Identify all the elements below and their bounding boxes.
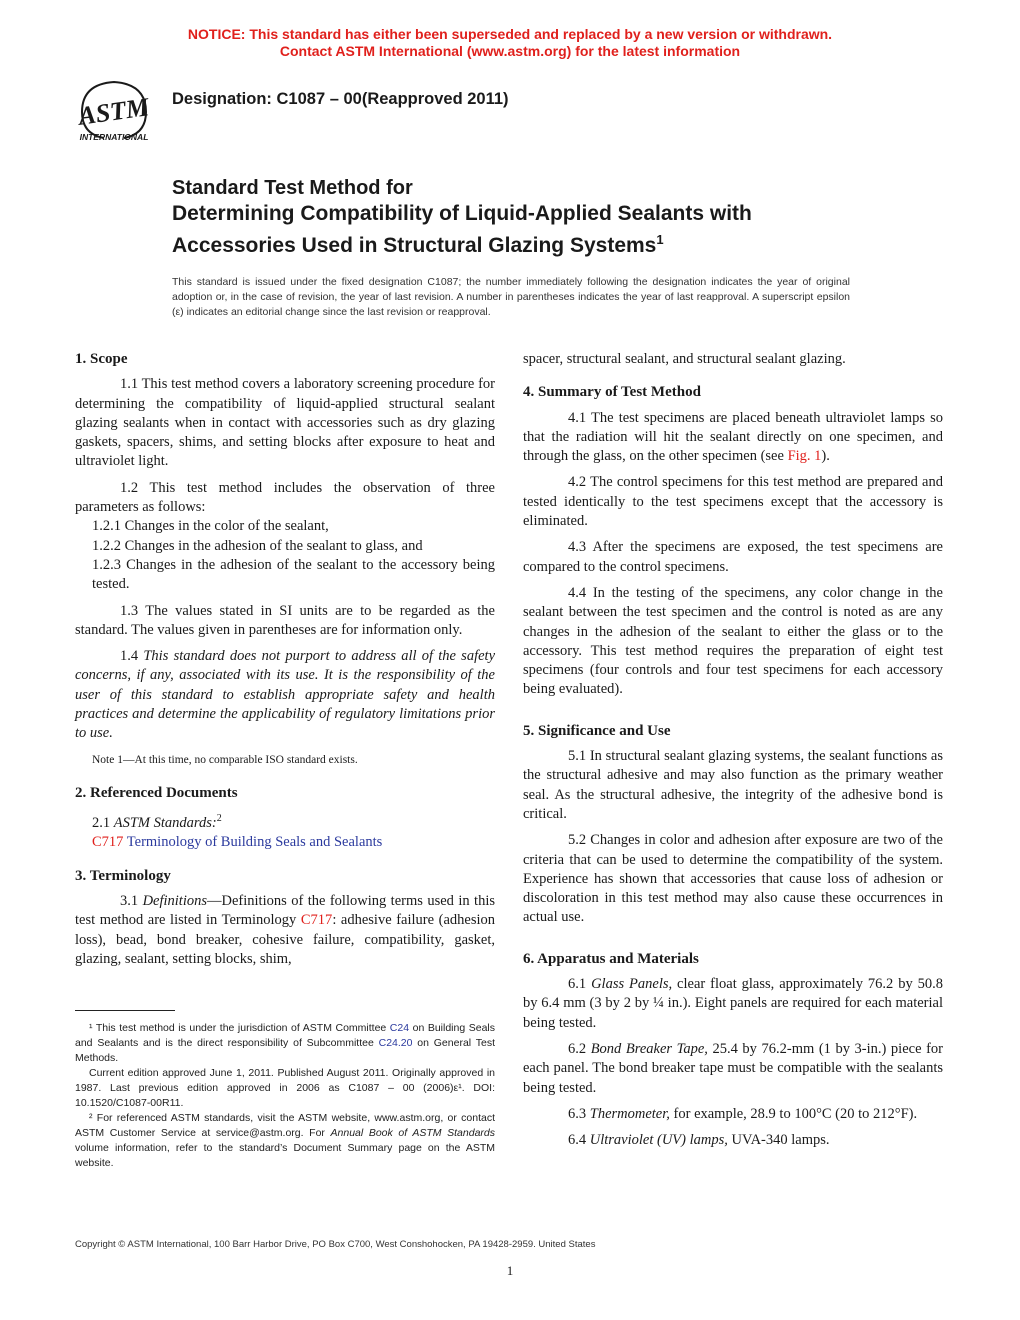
para-5-2: 5.2 Changes in color and adhesion after exposure are two of the criteria that can be used to determine the compatibility of the system. Experience has shown that accessories that cause loss of adhesion or discoloration in this test method may also cause these occurrences in actual use. bbox=[523, 832, 943, 926]
section-6-heading: 6. Apparatus and Materials bbox=[523, 950, 699, 967]
fn2-italic: Annual Book of ASTM Standards bbox=[330, 1127, 495, 1139]
fn1-text-a: ¹ This test method is under the jurisdiction of ASTM Committee bbox=[89, 1022, 390, 1034]
logo-wordmark: ASTM bbox=[76, 92, 151, 131]
fn1-text-b: on Building Seals and Sealants and is the direct responsibility of Subcommittee bbox=[75, 1022, 495, 1049]
title-line-3: Accessories Used in Structural Glazing Systems bbox=[172, 234, 657, 257]
para-4-2: 4.2 The control specimens for this test method are prepared and tested identically to the test specimens except that the accessory is eliminated. bbox=[523, 474, 943, 530]
footnote-1 bbox=[75, 1021, 495, 1066]
para-6-2-text: 25.4 by 76.2-mm (1 by 3-in.) piece for each panel. The bond breaker tape must be compatible with the sealants being tested. bbox=[523, 1040, 943, 1096]
para-1-2-1: 1.2.1 Changes in the color of the sealant, bbox=[92, 518, 329, 535]
para-1-2-3: 1.2.3 Changes in the adhesion of the sealant to the accessory being tested. bbox=[92, 556, 495, 593]
fn2-text-a: ² For referenced ASTM standards, visit the ASTM website, www.astm.org, or contact ASTM Customer Service at service@astm.org. For bbox=[75, 1112, 495, 1139]
note-1: Note 1—At this time, no comparable ISO standard exists. bbox=[92, 753, 358, 766]
para-1-2-2: 1.2.2 Changes in the adhesion of the sealant to glass, and bbox=[92, 537, 423, 554]
c717-title-link[interactable]: Terminology of Building Seals and Sealants bbox=[123, 834, 383, 851]
para-1-4-text: This standard does not purport to address all of the safety concerns, if any, associated with its use. It is the responsibility of the user of this standard to establish appropriate safety and health practices and determine the applicability of regulatory limitations prior to use. bbox=[75, 648, 495, 742]
footnote-rule bbox=[75, 1010, 175, 1011]
para-3-1-text-a: —Definitions of the following terms used in this test method are listed in Terminology bbox=[75, 892, 495, 929]
para-6-1 bbox=[523, 975, 943, 1033]
notice-line-1: NOTICE: This standard has either been superseded and replaced by a new version or withdrawn. bbox=[187, 26, 833, 42]
para-4-3: 4.3 After the specimens are exposed, the test specimens are compared to the control specimens. bbox=[523, 539, 943, 575]
designation: Designation: C1087 – 00(Reapproved 2011) bbox=[172, 90, 509, 108]
para-4-1-text-b: ). bbox=[821, 448, 830, 465]
para-6-4-term: Ultraviolet (UV) lamps, bbox=[589, 1132, 728, 1149]
para-6-2 bbox=[523, 1040, 943, 1098]
footnote-2-mark[interactable]: 2 bbox=[216, 813, 222, 825]
notice-line-2: Contact ASTM International (www.astm.org) for the latest information bbox=[279, 43, 741, 59]
para-6-3-term: Thermometer, bbox=[589, 1105, 670, 1122]
para-4-4: 4.4 In the testing of the specimens, any color change in the sealant between the test specimen and the control is noted as are any changes in the adhesion of the sealant to either the glass or to the accessory. This test method requires the preparation of eight test specimens (four controls and four test specimens for each accessory being evaluated). bbox=[523, 584, 943, 698]
section-3-heading: 3. Terminology bbox=[75, 867, 171, 884]
para-6-3-number: 6.3 bbox=[568, 1105, 590, 1122]
para-1-2: 1.2 This test method includes the observation of three parameters as follows: bbox=[75, 479, 495, 516]
page-number: 1 bbox=[506, 1263, 514, 1278]
copyright-line: Copyright © ASTM International, 100 Barr Harbor Drive, PO Box C700, West Conshohocken, PA 19428-2959. United States bbox=[75, 1239, 596, 1250]
para-6-4 bbox=[523, 1131, 943, 1150]
fn1-text-c: on General Test Methods. bbox=[75, 1037, 495, 1064]
footnote-1-edition: Current edition approved June 1, 2011. Published August 2011. Originally approved in 1987. Last previous edition approved in 2006 as C1087 – 00 (2006)ε¹. DOI: 10.1520/C1087-00R11. bbox=[75, 1067, 495, 1109]
notice-banner bbox=[0, 26, 1020, 60]
para-6-2-term: Bond Breaker Tape, bbox=[590, 1040, 708, 1057]
fn2-text-b: volume information, refer to the standard’s Document Summary page on the ASTM website. bbox=[75, 1142, 495, 1169]
footnotes bbox=[75, 1021, 495, 1171]
para-1-4-number: 1.4 bbox=[120, 648, 144, 665]
para-6-4-text: UVA-340 lamps. bbox=[727, 1132, 830, 1149]
section-1-heading: 1. Scope bbox=[75, 351, 128, 367]
title-line-2: Determining Compatibility of Liquid-Applied Sealants with bbox=[172, 202, 752, 225]
para-6-3-text: for example, 28.9 to 100°C (20 to 212°F). bbox=[669, 1105, 918, 1122]
para-1-4 bbox=[75, 647, 495, 743]
right-column bbox=[523, 350, 943, 1157]
title-footnote-mark[interactable]: 1 bbox=[656, 232, 664, 247]
para-6-3 bbox=[523, 1105, 943, 1124]
document-title bbox=[172, 175, 932, 259]
fig-1-link[interactable]: Fig. 1 bbox=[787, 448, 822, 465]
astm-logo bbox=[74, 74, 164, 144]
para-4-1 bbox=[523, 409, 943, 467]
para-4-1-text-a: 4.1 The test specimens are placed beneath ultraviolet lamps so that the radiation will hit the sealant directly on one specimen, and through the glass, on the other specimen (see bbox=[523, 409, 943, 465]
issuance-statement: This standard is issued under the fixed designation C1087; the number immediately following the designation indicates the year of original adoption or, in the case of revision, the year of last revision. A number in parentheses indicates the year of last reapproval. A superscript epsilon (ε) indicates an editorial change since the last revision or reapproval. bbox=[172, 276, 850, 318]
para-1-1: 1.1 This test method covers a laboratory screening procedure for determining the compatibility of liquid-applied structural sealant glazing sealants when in contact with accessories such as dry glazing gaskets, spacers, shims, and setting blocks after exposure to heat and ultraviolet light. bbox=[75, 376, 495, 470]
para-3-1 bbox=[75, 892, 495, 969]
section-2-heading: 2. Referenced Documents bbox=[75, 784, 238, 801]
title-line-1: Standard Test Method for bbox=[172, 177, 413, 199]
para-2-1-text: ASTM Standards: bbox=[113, 815, 217, 832]
para-3-1-text-b: : adhesive failure (adhesion loss), bead, bond breaker, cohesive failure, compatibility, gasket, glazing, sealant, setting blocks, shim, bbox=[75, 912, 495, 967]
c717-inline-link[interactable]: C717 bbox=[300, 912, 333, 929]
section-4-heading: 4. Summary of Test Method bbox=[523, 384, 701, 401]
c717-code-link[interactable]: C717 bbox=[92, 834, 124, 851]
para-5-1: 5.1 In structural sealant glazing systems, the sealant functions as the structural adhesive and may also function as the primary weather seal. As the structural adhesive, the integrity of the adhesive bond is critical. bbox=[523, 748, 943, 822]
para-3-1-number: 3.1 bbox=[120, 892, 143, 909]
para-1-3: 1.3 The values stated in SI units are to be regarded as the standard. The values given in parentheses are for information only. bbox=[75, 602, 495, 638]
left-column bbox=[75, 350, 495, 976]
para-2-1 bbox=[75, 809, 495, 833]
para-6-1-text: clear float glass, approximately 76.2 by 50.8 by 6.4 mm (3 by 2 by ¼ in.). Eight panels are required for each material being tested. bbox=[523, 976, 944, 1031]
fn1-c24-link[interactable]: C24 bbox=[389, 1022, 410, 1034]
para-6-1-number: 6.1 bbox=[568, 976, 592, 993]
para-2-1-number: 2.1 bbox=[92, 815, 114, 832]
para-3-1-continued: spacer, structural sealant, and structural sealant glazing. bbox=[523, 351, 846, 367]
section-5-heading: 5. Significance and Use bbox=[523, 722, 671, 739]
reference-c717[interactable] bbox=[75, 833, 495, 852]
footnote-2 bbox=[75, 1111, 495, 1171]
logo-subtitle: INTERNATIONAL bbox=[79, 132, 149, 142]
fn1-c2420-link[interactable]: C24.20 bbox=[378, 1037, 413, 1049]
para-6-4-number: 6.4 bbox=[568, 1132, 590, 1149]
para-6-2-number: 6.2 bbox=[568, 1040, 591, 1057]
para-6-1-term: Glass Panels, bbox=[591, 976, 673, 993]
para-3-1-term: Definitions bbox=[142, 892, 208, 909]
